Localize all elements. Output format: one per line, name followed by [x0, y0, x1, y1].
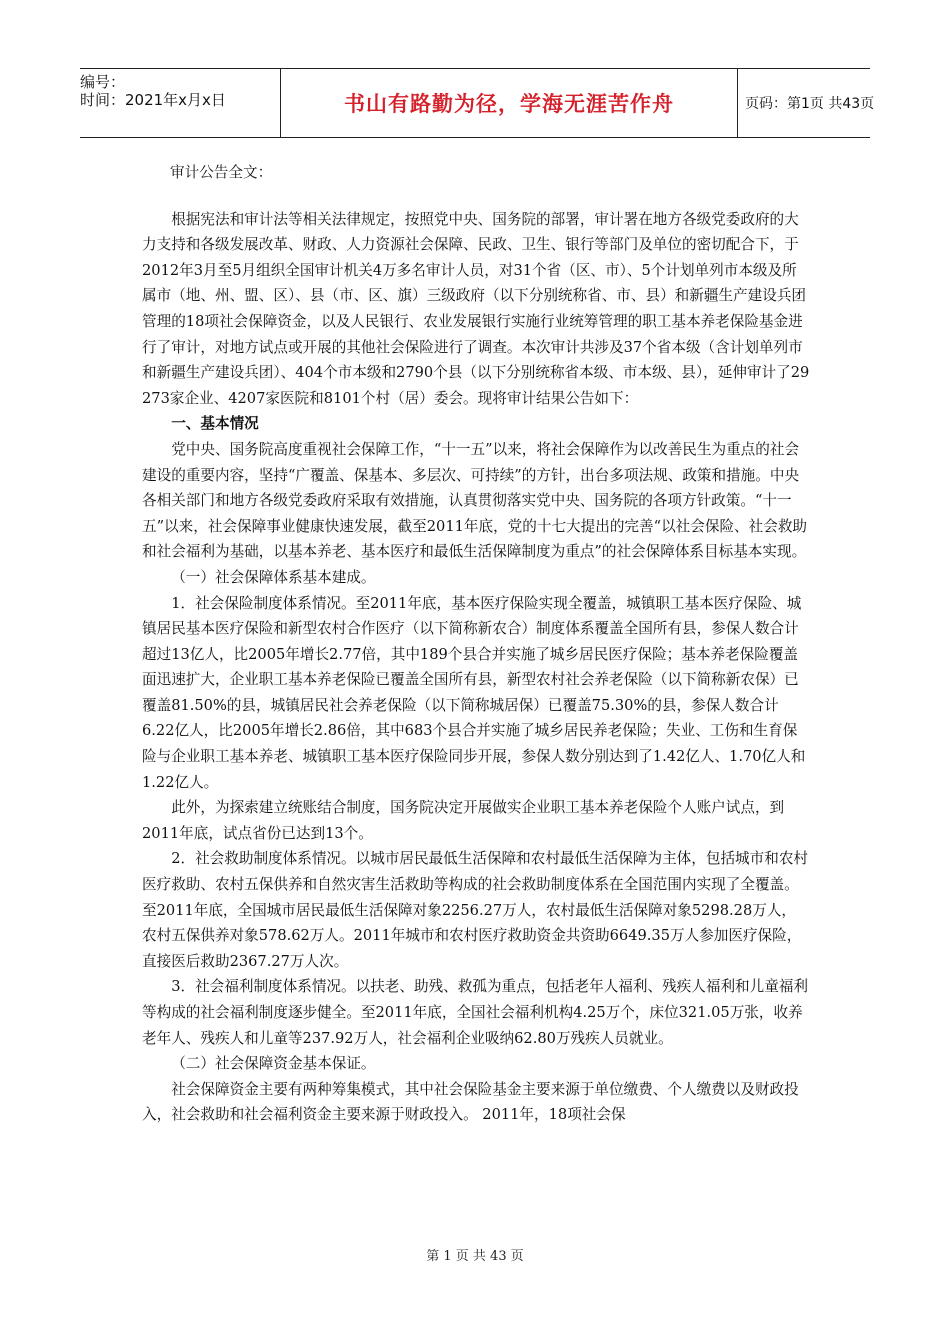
section1-paragraph: 党中央、国务院高度重视社会保障工作，“十一五”以来，将社会保障作为以改善民生为重点的社会建设的重要内容，坚持“广覆盖、保基本、多层次、可持续”的方针，出台多项法规、政策和措施。中央各相关部门和地方各级党委政府采取有效措施，认真贯彻落实党中央、国务院的各项方针政策。“十一五”以来，社会保障事业健康快速发展，截至2011年底，党的十七大提出的完善“以社会保险、社会救助和社会福利为基础，以基本养老、基本医疗和最低生活保障制度为重点”的社会保障体系目标基本实现。 [142, 440, 808, 561]
sub2-paragraph: 社会保障资金主要有两种筹集模式，其中社会保险基金主要来源于单位缴费、个人缴费以及财政投入，社会救助和社会福利资金主要来源于财政投入。 2011年，18项社会保 [142, 1080, 799, 1124]
header-page-info: 页码：第1页 共43页 [745, 96, 875, 112]
item1-extra-paragraph: 此外，为探索建立统账结合制度，国务院决定开展做实企业职工基本养老保险个人账户试点，到2011年底，试点省份已达到13个。 [142, 799, 785, 842]
sub2-heading: （二）社会保障资金基本保证。 [171, 1055, 376, 1073]
document-body [142, 160, 810, 1128]
section1-heading: 一、基本情况 [171, 415, 259, 433]
header-number: 编号： [80, 73, 126, 91]
sub1-heading: （一）社会保障体系基本建成。 [171, 568, 376, 586]
header-motto: 书山有路勤为径，学海无涯苦作舟 [344, 91, 674, 116]
doc-title: 审计公告全文： [170, 164, 273, 181]
header-time: 时间：2021年x月x日 [80, 91, 226, 109]
page-header [80, 68, 875, 138]
item1-paragraph: 1．社会保险制度体系情况。至2011年底，基本医疗保险实现全覆盖，城镇职工基本医疗保险、城镇居民基本医疗保险和新型农村合作医疗（以下简称新农合）制度体系覆盖全国所有县，参保人数合计超过13亿人，比2005年增长2.77倍，其中189个县合并实施了城乡居民医疗保险；基本养老保险覆盖面迅速扩大，企业职工基本养老保险已覆盖全国所有县，新型农村社会养老保险（以下简称新农保）已覆盖81.50%的县，城镇居民社会养老保险（以下简称城居保）已覆盖75.30%的县，参保人数合计6.22亿人，比2005年增长2.86倍，其中683个县合并实施了城乡居民养老保险；失业、工伤和生育保险与企业职工基本养老、城镇职工基本医疗保险同步开展，参保人数分别达到了1.42亿人、1.70亿人和1.22亿人。 [142, 594, 806, 791]
item2-paragraph: 2．社会救助制度体系情况。以城市居民最低生活保障和农村最低生活保障为主体，包括城市和农村医疗救助、农村五保供养和自然灾害生活救助等构成的社会救助制度体系在全国范围内实现了全覆盖。至2011年底，全国城市居民最低生活保障对象2256.27万人，农村最低生活保障对象5298.28万人，农村五保供养对象578.62万人。2011年城市和农村医疗救助资金共资助6649.35万人参加医疗保险，直接医后救助2367.27万人次。 [142, 850, 809, 970]
page-footer: 第 1 页 共 43 页 [426, 1249, 524, 1264]
header-meta [80, 69, 280, 141]
header-page-info-cell [737, 69, 878, 137]
intro-paragraph: 根据宪法和审计法等相关法律规定，按照党中央、国务院的部署，审计署在地方各级党委政府的大力支持和各级发展改革、财政、人力资源社会保障、民政、卫生、银行等部门及单位的密切配合下，于2012年3月至5月组织全国审计机关4万多名审计人员，对31个省（区、市）、5个计划单列市本级及所属市（地、州、盟、区）、县（市、区、旗）三级政府（以下分别统称省、市、县）和新疆生产建设兵团管理的18项社会保障资金，以及人民银行、农业发展银行实施行业统筹管理的职工基本养老保险基金进行了审计，对地方试点或开展的其他社会保险进行了调查。本次审计共涉及37个省本级（含计划单列市和新疆生产建设兵团）、404个市本级和2790个县（以下分别统称省本级、市本级、县），延伸审计了29 273家企业、4207家医院和8101个村（居）委会。现将审计结果公告如下： [142, 210, 810, 407]
header-motto-cell [280, 69, 738, 137]
item3-paragraph: 3．社会福利制度体系情况。以扶老、助残、救孤为重点，包括老年人福利、残疾人福利和儿童福利等构成的社会福利制度逐步健全。至2011年底，全国社会福利机构4.25万个，床位321.05万张，收养老年人、残疾人和儿童等237.92万人，社会福利企业吸纳62.80万残疾人员就业。 [142, 978, 809, 1047]
